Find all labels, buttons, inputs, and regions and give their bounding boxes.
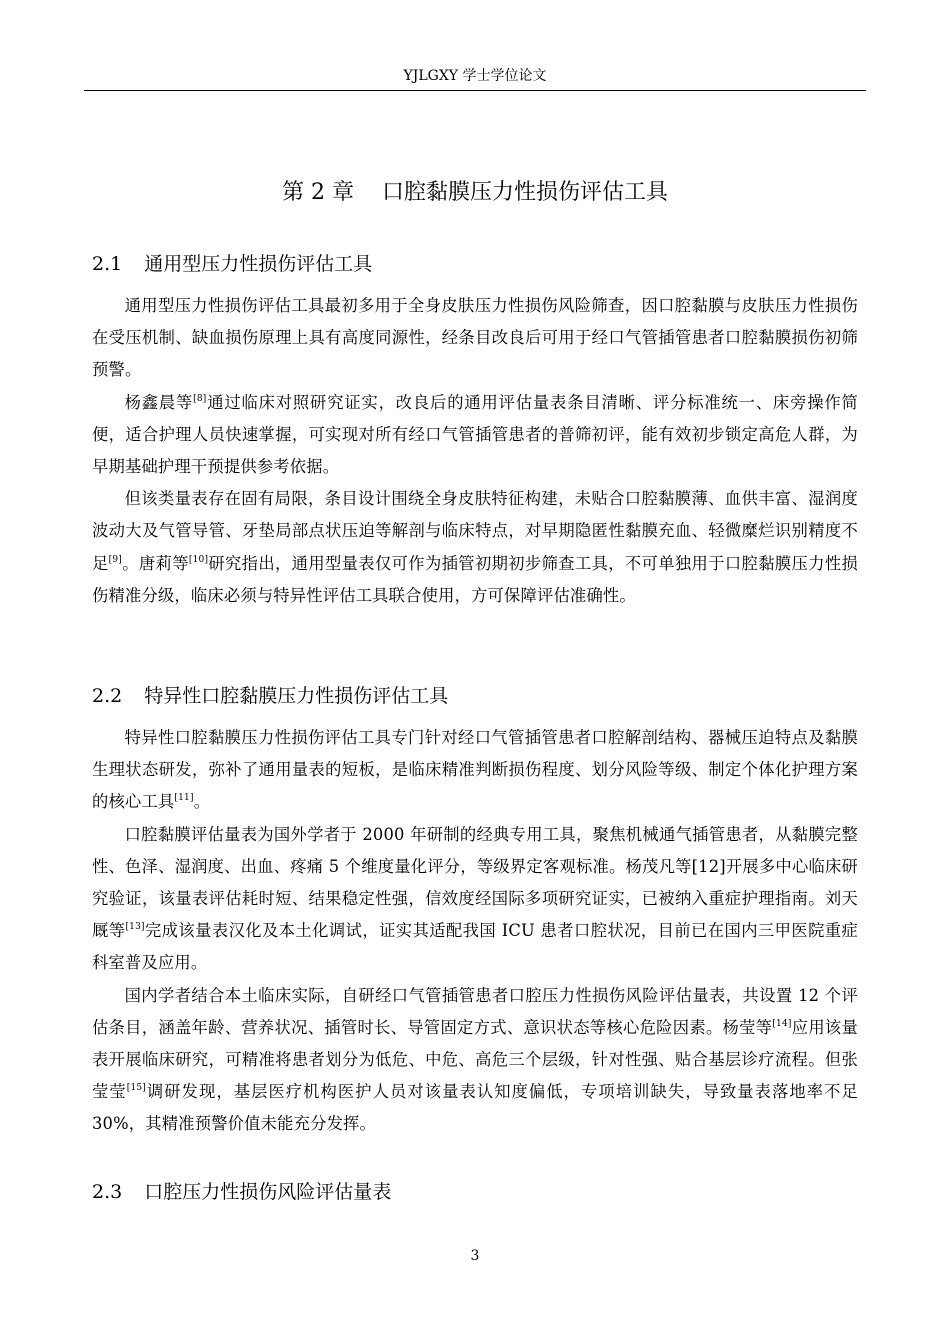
paragraph-text: 调研发现，基层医疗机构医护人员对该量表认知度偏低，专项培训缺失，导致量表落地率不足 30%，其精准预警价值未能充分发挥。 — [92, 1082, 858, 1134]
paragraph-text: 。 — [193, 792, 211, 812]
section-title: 特异性口腔黏膜压力性损伤评估工具 — [144, 685, 449, 707]
paragraph — [92, 483, 858, 612]
paragraph — [92, 387, 858, 484]
chapter-number: 第 2 章 — [282, 180, 354, 205]
header-rule — [84, 90, 866, 91]
running-header: YJLGXY 学士学位论文 — [403, 68, 547, 84]
paragraph-text: 应用该量表开展临床研究，可精准将患者划分为低危、中危、高危三个层级，针对性强、贴合基层诊疗流程。但张莹莹 — [92, 1017, 858, 1102]
citation-ref: [13] — [125, 922, 145, 933]
paragraph-text: 国内学者结合本土临床实际，自研经口气管插管患者口腔压力性损伤风险评估量表，共设置 12 个评估条目，涵盖年龄、营养状况、插管时长、导管固定方式、意识状态等核心危险因素。杨莹等 — [92, 985, 858, 1037]
paragraph — [92, 290, 858, 387]
citation-ref: [14] — [772, 1018, 792, 1029]
paragraph — [92, 722, 858, 819]
paragraph-text: 完成该量表汉化及本土化调试，证实其适配我国 ICU 患者口腔状况，目前已在国内三甲医院重症科室普及应用。 — [92, 921, 859, 973]
paragraph-text: 但该类量表存在固有局限，条目设计围绕全身皮肤特征构建，未贴合口腔黏膜薄、血供丰富、湿润度波动大及气管导管、牙垫局部点状压迫等解剖与临床特点，对早期隐匿性黏膜充血、轻微糜烂识别精度不足 — [92, 489, 858, 573]
section-title: 通用型压力性损伤评估工具 — [144, 253, 373, 275]
page-number: 3 — [470, 1248, 480, 1264]
section-number: 2.3 — [92, 1181, 123, 1203]
section-heading-2-2 — [92, 682, 448, 710]
section-heading-2-3 — [92, 1178, 391, 1206]
section-number: 2.2 — [92, 685, 123, 707]
paragraph-text: 特异性口腔黏膜压力性损伤评估工具专门针对经口气管插管患者口腔解剖结构、器械压迫特点及黏膜生理状态研发，弥补了通用量表的短板，是临床精准判断损伤程度、划分风险等级、制定个体化护理方案的核心工具 — [92, 728, 858, 812]
section-body-2-1 — [92, 290, 858, 612]
citation-ref: [8] — [193, 393, 207, 404]
paragraph-text: 研究指出，通用型量表仅可作为插管初期初步筛查工具，不可单独用于口腔黏膜压力性损伤精准分级，临床必须与特异性评估工具联合使用，方可保障评估准确性。 — [92, 553, 858, 605]
section-heading-2-1 — [92, 250, 372, 278]
chapter-title — [84, 176, 866, 210]
citation-ref: [9] — [108, 554, 123, 565]
paragraph-text: 口腔黏膜评估量表为国外学者于 2000 年研制的经典专用工具，聚焦机械通气插管患者，从黏膜完整性、色泽、湿润度、出血、疼痛 5 个维度量化评分，等级界定客观标准。杨茂凡等[12]开展多中心临床研究验证，该量表评估耗时短、结果稳定性强，信效度经国际多项研究证实，已被纳入重症护理指南。刘天厩等 — [92, 824, 858, 941]
citation-ref: [11] — [174, 793, 194, 804]
chapter-title-text: 口腔黏膜压力性损伤评估工具 — [381, 180, 668, 205]
paragraph-text: 通过临床对照研究证实，改良后的通用评估量表条目清晰、评分标准统一、床旁操作简便，适合护理人员快速掌握，可实现对所有经口气管插管患者的普筛初评，能有效初步锁定高危人群，为早期基础护理干预提供参考依据。 — [92, 392, 858, 477]
paragraph — [92, 980, 858, 1141]
paragraph-text: 杨鑫晨等 — [124, 392, 194, 412]
section-number: 2.1 — [92, 253, 123, 275]
paragraph — [92, 819, 858, 980]
section-title: 口腔压力性损伤风险评估量表 — [144, 1181, 392, 1203]
section-body-2-2 — [92, 722, 858, 1141]
paragraph-text: 。唐莉等 — [122, 553, 189, 573]
citation-ref: [10] — [188, 554, 209, 565]
citation-ref: [15] — [126, 1083, 147, 1094]
paragraph-text: 通用型压力性损伤评估工具最初多用于全身皮肤压力性损伤风险筛查，因口腔黏膜与皮肤压力性损伤在受压机制、缺血损伤原理上具有高度同源性，经条目改良后可用于经口气管插管患者口腔黏膜损伤初筛预警。 — [92, 296, 858, 380]
